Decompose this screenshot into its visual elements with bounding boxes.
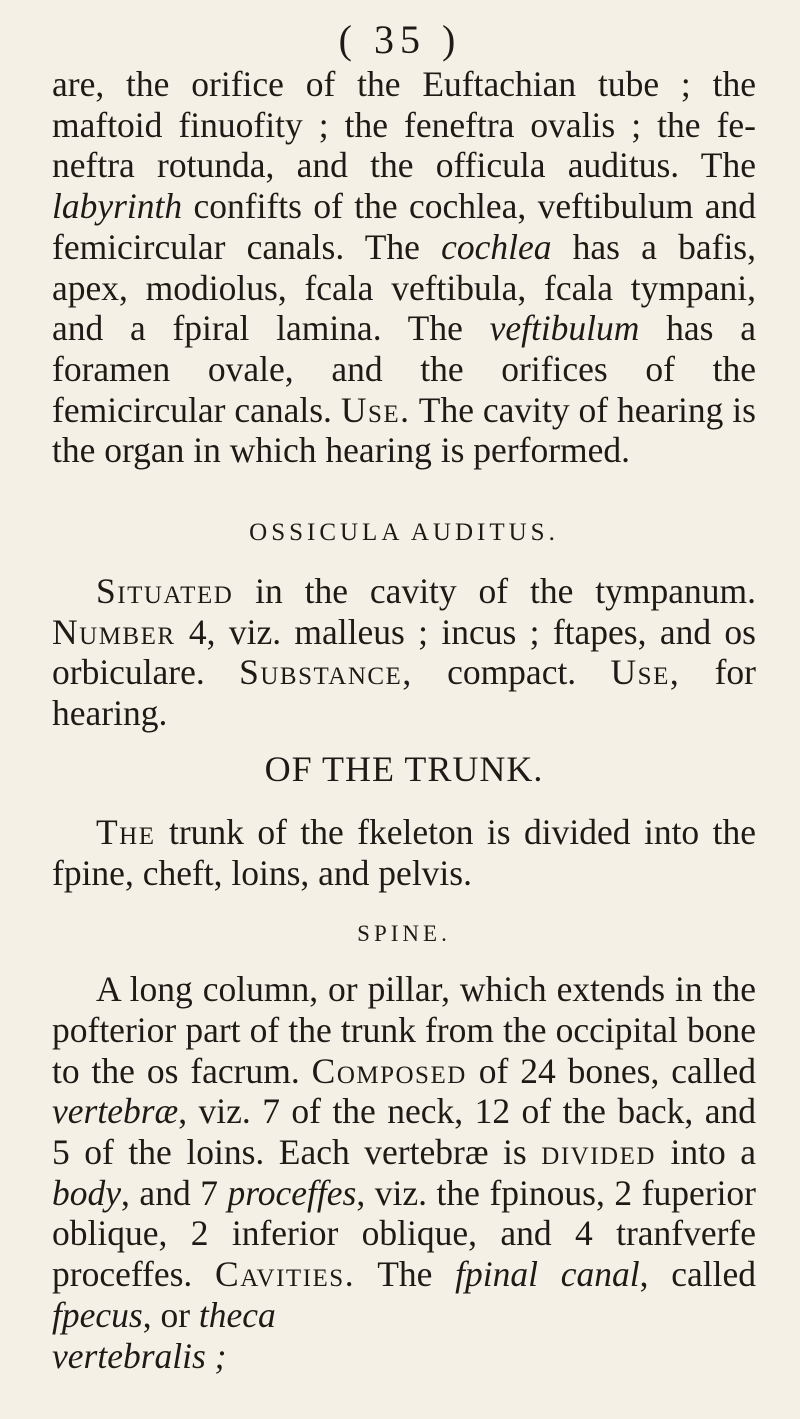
text-run: trunk of the fkeleton is divided into the fpine, cheft, loins, and pelvis. — [52, 811, 756, 893]
text-run: , viz. the fpinous, 2 fuperior oblique, 2 inferior oblique, and 4 tranfverfe proceffes. — [52, 1172, 756, 1295]
paragraph-spine — [52, 969, 756, 1335]
term-labyrinth: labyrinth — [52, 186, 183, 227]
label-situated: Situated — [96, 571, 234, 612]
label-divided: divided — [541, 1132, 656, 1173]
text-run: in the cavity of the tympanum. — [233, 571, 756, 612]
section-heading-ossicula: OSSICULA AUDITUS. — [249, 519, 559, 547]
text-run: compact. — [412, 652, 611, 693]
term-vertebralis: vertebralis ; — [52, 1335, 227, 1376]
term-processes: proceffes — [227, 1172, 357, 1213]
text-run: , viz. 7 of the neck, 12 of the back, and 5 of the loins. Each vertebræ is — [52, 1091, 756, 1173]
term-vertebrae: vertebræ — [52, 1091, 179, 1132]
label-the: The — [96, 811, 156, 852]
text-run: confifts of the cochlea, veftibulum and femicircular canals. The — [52, 186, 756, 267]
text-run: The — [355, 1254, 456, 1295]
page-number-header: ( 35 ) — [338, 17, 462, 62]
section-heading-spine: SPINE. — [357, 921, 451, 947]
text-run: are, the orifice of the Euftachian tube ; the maftoid finuofity ; the feneftra ovalis ; the feneftra rotunda, and the officula auditus. The — [52, 64, 756, 186]
section-heading-trunk: OF THE TRUNK. — [264, 748, 544, 789]
text-run: The cavity of hearing is the organ in which hearing is performed. — [52, 389, 756, 471]
text-run: of 24 bones, called — [466, 1050, 756, 1091]
text-run: , and 7 — [121, 1172, 228, 1213]
label-use: Use, — [610, 652, 681, 693]
paragraph-ear-cavities — [52, 64, 756, 471]
text-run: 4, viz. malleus ; incus ; ftapes, and os orbiculare. — [52, 611, 756, 693]
term-body: body — [52, 1172, 122, 1213]
term-vestibulum: veftibulum — [489, 308, 640, 349]
label-composed: Composed — [311, 1050, 467, 1091]
paragraph-trunk — [52, 812, 756, 893]
paragraph-ossicula — [52, 571, 756, 734]
text-run: , called — [639, 1254, 756, 1295]
label-substance: Substance, — [239, 652, 413, 693]
term-specus: fpecus — [52, 1294, 143, 1335]
text-run: has a foramen ovale, and the orifices of the femicircular canals. — [52, 308, 756, 430]
label-use: Use. — [340, 389, 411, 430]
label-cavities: Cavities. — [215, 1254, 356, 1295]
text-run: A long column, or pillar, which extends in the pofterior part of the trunk from the occipital bone to the os facrum. — [52, 969, 756, 1091]
term-spinal-canal: fpinal canal — [455, 1254, 640, 1295]
text-run: for hearing. — [52, 652, 756, 734]
term-theca: theca — [198, 1294, 276, 1335]
term-cochlea: cochlea — [441, 226, 552, 267]
text-run: into a — [655, 1132, 757, 1173]
text-run: has a bafis, apex, modiolus, fcala veftibula, fcala tympani, and a fpiral lamina. The — [52, 226, 756, 349]
text-run: , or — [142, 1294, 199, 1335]
label-number: Number — [52, 611, 176, 652]
paragraph-continuation-line — [52, 1336, 756, 1377]
